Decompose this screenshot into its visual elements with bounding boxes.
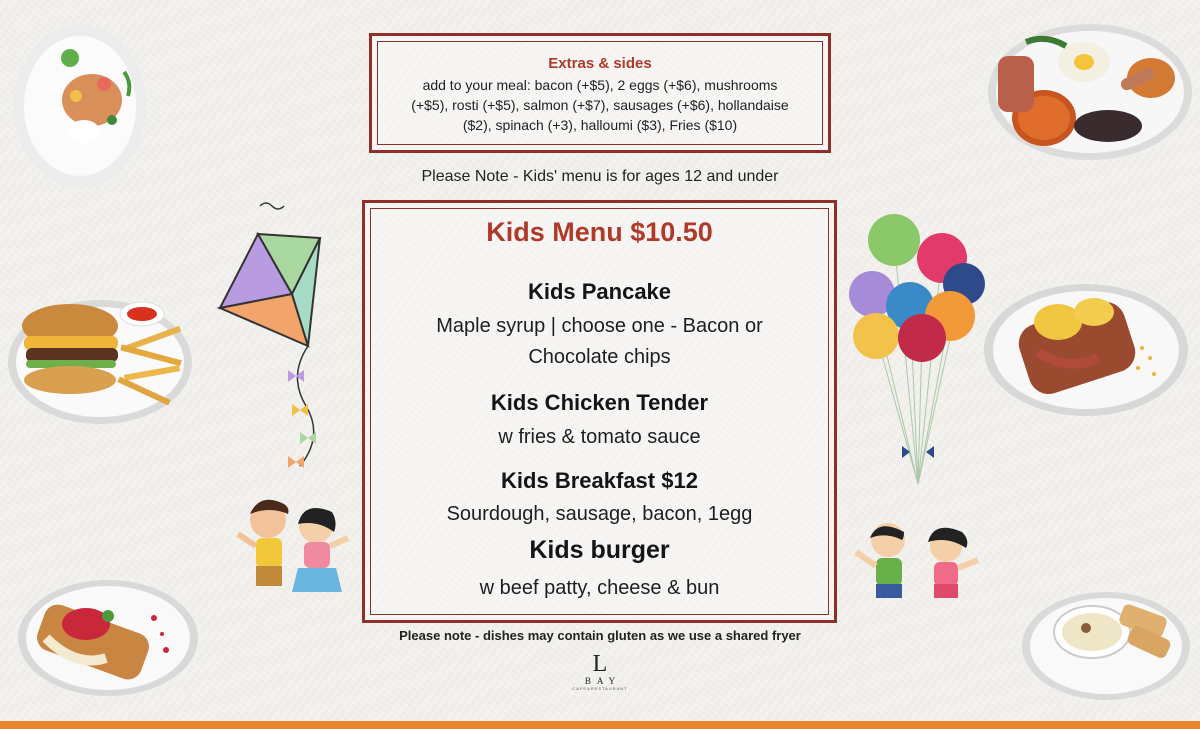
breakfast-plate-image bbox=[986, 22, 1194, 162]
extras-text bbox=[378, 73, 822, 135]
menu-item-description: Sourdough, sausage, bacon, 1egg bbox=[446, 503, 753, 525]
kids-cartoon-right bbox=[848, 516, 986, 610]
menu-item-description bbox=[399, 311, 800, 373]
menu-item-desc-line: Chocolate chips bbox=[528, 346, 671, 368]
menu-item-description: w fries & tomato sauce bbox=[498, 426, 701, 448]
logo-letter: L bbox=[592, 651, 608, 677]
gluten-note: Please note - dishes may contain gluten as we use a shared fryer bbox=[399, 628, 801, 643]
extras-line-2: (+$5), rosti (+$5), salmon (+$7), sausages (+$6), hollandaise bbox=[411, 97, 789, 113]
kids-menu-inner-frame bbox=[370, 208, 829, 615]
extras-line-1: add to your meal: bacon (+$5), 2 eggs (+$6), mushrooms bbox=[422, 77, 778, 93]
extras-box bbox=[369, 33, 831, 153]
restaurant-logo bbox=[570, 652, 630, 712]
menu-item-name: Kids Pancake bbox=[527, 279, 672, 304]
age-note: Please Note - Kids' menu is for ages 12 and under bbox=[421, 168, 779, 185]
menu-item-name: Kids Breakfast $12 bbox=[501, 468, 698, 493]
menu-item-name: Kids burger bbox=[529, 536, 670, 564]
logo-subtitle: CAFE&RESTAURANT bbox=[572, 686, 628, 691]
logo-word: BAY bbox=[584, 676, 622, 686]
extras-title: Extras & sides bbox=[548, 55, 652, 72]
kids-menu-title: Kids Menu $10.50 bbox=[486, 217, 713, 247]
eggs-benedict-plate-image bbox=[982, 282, 1192, 420]
balloons-illustration bbox=[846, 214, 986, 494]
menu-item-name: Kids Chicken Tender bbox=[490, 390, 709, 415]
soup-plate-image bbox=[1020, 590, 1192, 702]
french-toast-plate-image bbox=[16, 578, 200, 698]
menu-item-desc-line: Maple syrup | choose one - Bacon or bbox=[436, 315, 763, 337]
extras-line-3: ($2), spinach (+3), halloumi ($3), Fries ($10) bbox=[462, 117, 738, 133]
menu-item-description: w beef patty, cheese & bun bbox=[479, 577, 720, 599]
bottom-accent-bar bbox=[0, 721, 1200, 729]
kite-illustration bbox=[200, 198, 340, 488]
kids-menu-box bbox=[362, 200, 837, 623]
extras-inner-frame bbox=[377, 41, 823, 145]
salad-plate-image bbox=[12, 22, 148, 190]
burger-plate-image bbox=[4, 296, 198, 430]
kids-cartoon-left bbox=[232, 490, 354, 610]
